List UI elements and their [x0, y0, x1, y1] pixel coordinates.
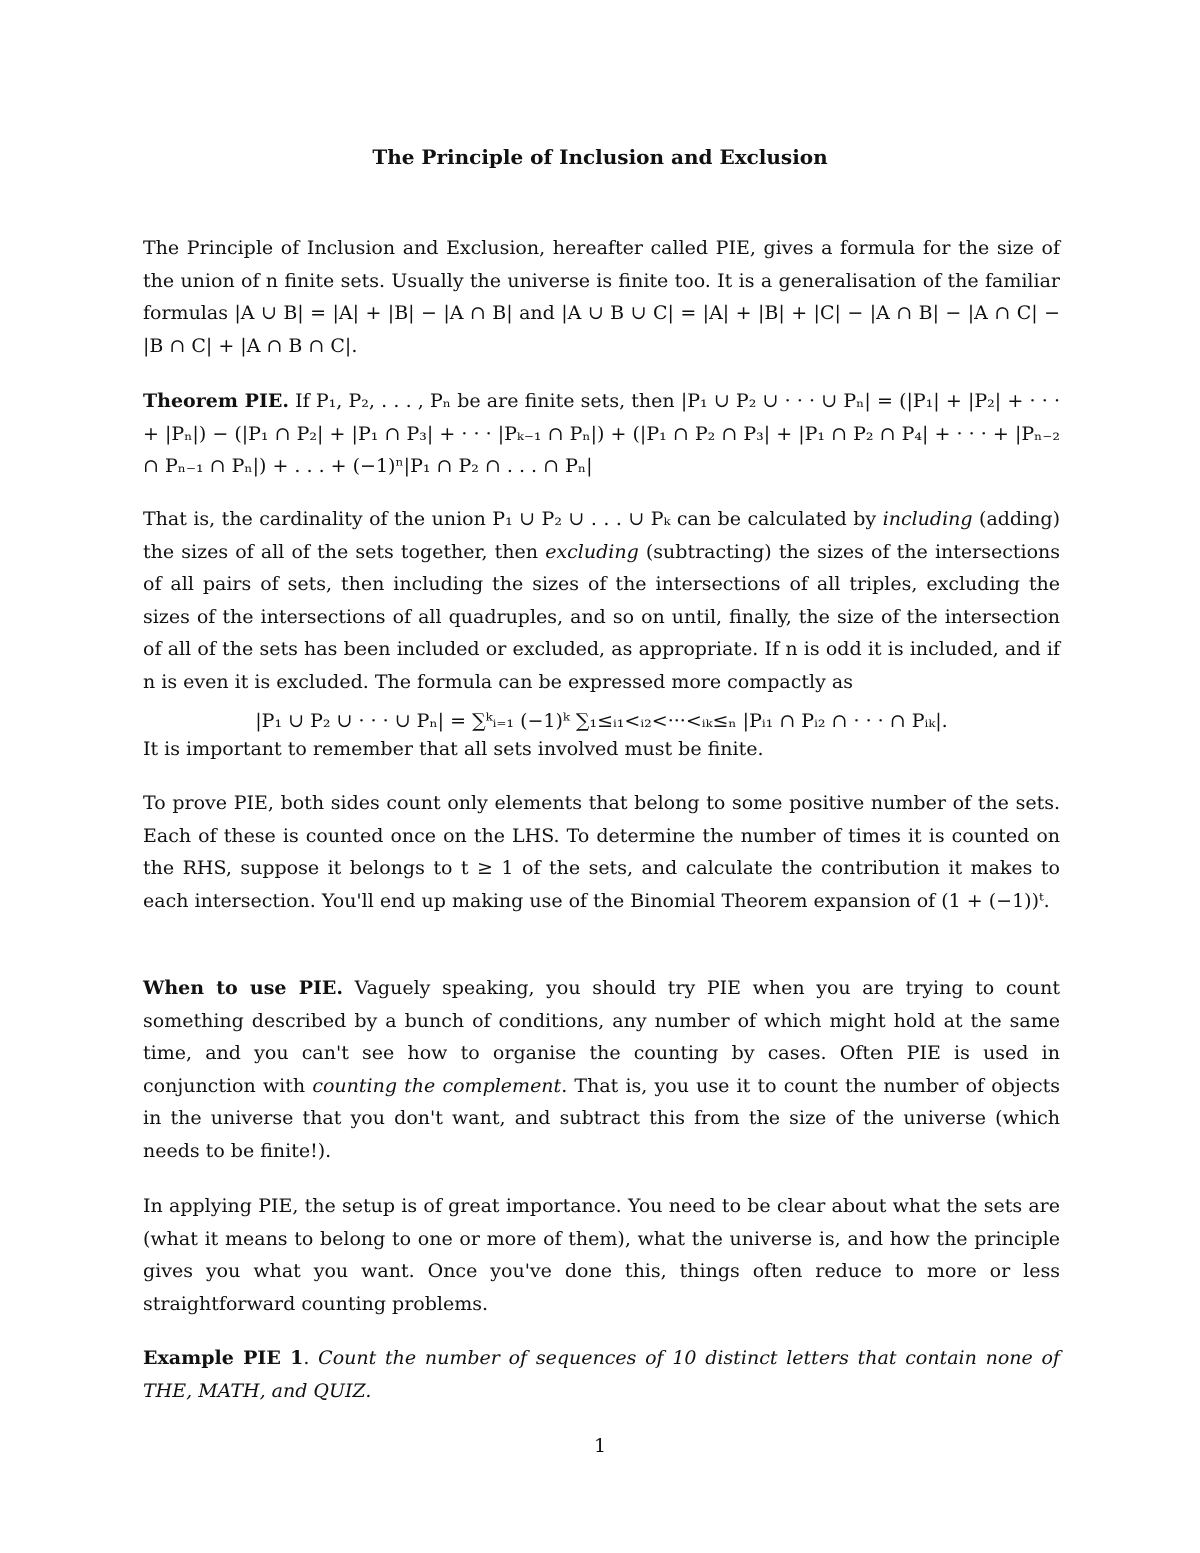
finite-note: It is important to remember that all sets involved must be finite. — [143, 738, 764, 760]
applying-paragraph: In applying PIE, the setup is of great importance. You need to be clear about what the sets are (what it means to belong to one or more of them), what the universe is, and how the principle gives you what you want. Once you've done this, things often reduce to more or less straightforward counting problems. — [143, 1195, 1060, 1315]
page-number: 1 — [593, 1435, 607, 1457]
example-text: Count the number of sequences of 10 distinct letters that contain none of THE, MATH, and QUIZ. — [143, 1347, 1060, 1402]
including-emphasis: including — [882, 508, 973, 530]
when-to-use-label: When to use PIE. — [143, 977, 343, 999]
example-paragraph: Example PIE 1. Count the number of sequences of 10 distinct letters that contain none of THE, MATH, and QUIZ. — [143, 1347, 1060, 1402]
theorem-text: If P₁, P₂, . . . , Pₙ be are finite sets, then |P₁ ∪ P₂ ∪ · · · ∪ Pₙ| = (|P₁| + |P₂| + · · · + |Pₙ|) − (|P₁ ∩ P₂| + |P₁ ∩ P₃| + · · · |Pₖ₋₁ ∩ Pₙ|) + (|P₁ ∩ P₂ ∩ P₃| + |P₁ ∩ P₂ ∩ P₄| + · · · + |Pₙ₋₂ ∩ Pₙ₋₁ ∩ Pₙ|) + . . . + (−1)ⁿ|P₁ ∩ P₂ ∩ . . . ∩ Pₙ| — [143, 390, 1060, 478]
counting-complement-emphasis: counting the complement — [312, 1074, 562, 1097]
intro-paragraph: The Principle of Inclusion and Exclusion, hereafter called PIE, gives a formula for the size of the union of n finite sets. Usually the universe is finite too. It is a generalisation of the familiar formulas |A ∪ B| = |A| + |B| − |A ∩ B| and |A ∪ B ∪ C| = |A| + |B| + |C| − |A ∩ B| − |A ∩ C| − |B ∩ C| + |A ∩ B ∩ C|. — [143, 237, 1060, 357]
explanation-paragraph — [143, 503, 1060, 699]
explanation-part3: (subtracting) the sizes of the intersections of all pairs of sets, then including the sizes of the intersections of all triples, excluding the sizes of the intersections of all quadruples, and so on until, finally, the size of the intersection of all of the sets has been included or excluded, as appropriate. If n is odd it is included, and if n is even it is excluded. The formula can be expressed more compactly as — [143, 540, 1060, 693]
page-title: The Principle of Inclusion and Exclusion — [372, 145, 828, 169]
theorem-paragraph — [143, 385, 1060, 483]
compact-formula: |P₁ ∪ P₂ ∪ · · · ∪ Pₙ| = ∑ᵏᵢ₌₁ (−1)ᵏ ∑₁≤ᵢ₁<ᵢ₂<···<ᵢₖ≤ₙ |Pᵢ₁ ∩ Pᵢ₂ ∩ · · · ∩ Pᵢₖ|. — [255, 710, 948, 732]
when-to-use-part1: Vaguely speaking, you should try PIE when you are trying to count something described by a bunch of conditions, any number of which might hold at the same time, and you can't see how to organise the counting by cases. Often PIE is used in conjunction with — [143, 977, 1061, 1097]
explanation-part1: That is, the cardinality of the union P₁ ∪ P₂ ∪ . . . ∪ Pₖ can be calculated by — [143, 508, 883, 530]
excluding-emphasis: excluding — [545, 540, 639, 563]
proof-paragraph: To prove PIE, both sides count only elements that belong to some positive number of the sets. Each of these is counted once on the LHS. To determine the number of times it is counted on the RHS, suppose it belongs to t ≥ 1 of the sets, and calculate the contribution it makes to each intersection. You'll end up making use of the Binomial Theorem expansion of (1 + (−1))ᵗ. — [143, 792, 1060, 912]
explanation-part2: (adding) the sizes of all of the sets together, then — [143, 508, 1060, 563]
when-to-use-paragraph — [143, 972, 1060, 1168]
when-to-use-part2: . That is, you use it to count the number of objects in the universe that you don't want, and subtract this from the size of the universe (which needs to be finite!). — [143, 1074, 1060, 1162]
theorem-label: Theorem PIE. — [143, 390, 289, 412]
example-label: Example PIE 1 — [143, 1347, 304, 1369]
